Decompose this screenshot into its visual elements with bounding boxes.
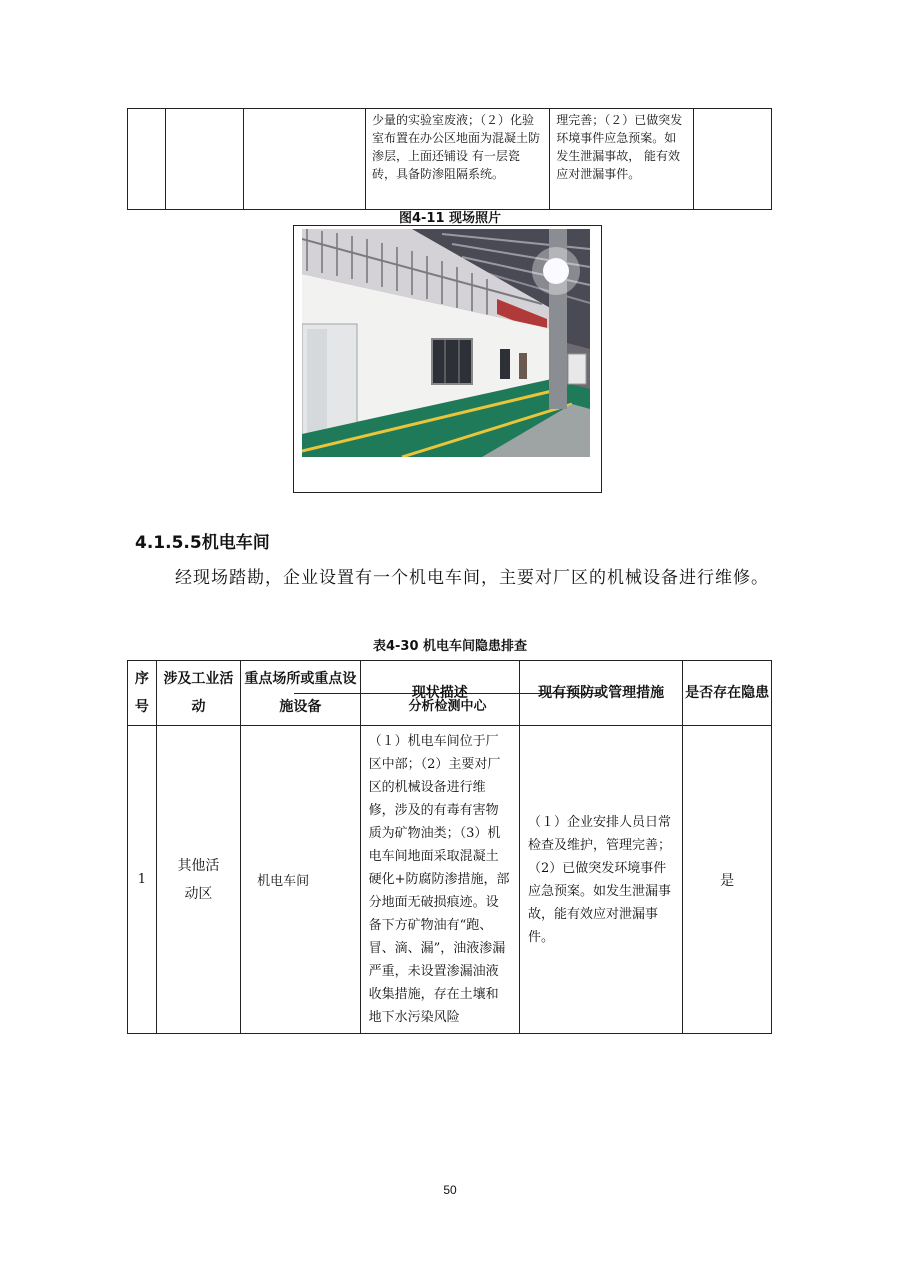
row-description: （１）机电车间位于厂区中部；（2）主要对厂区的机械设备进行维修，涉及的有毒有害物质为矿物油类；（3）机电车间地面采取混凝土硬化+防腐防渗措施，部分地面无破损痕迹。设备下方矿物油有“跑、冒、滴、漏”，油液渗漏严重，未设置渗漏油液收集措施，存在土壤和地下水污染风险 [360,726,519,1034]
section-heading: 4.1.5.5机电车间 [135,533,270,553]
header-no: 序号 [128,661,157,726]
page-number: 50 [443,1183,457,1197]
row-facility: 机电车间 [241,726,361,1034]
header-facility: 重点场所或重点设施设备 [241,661,361,726]
photo-caption: 分析检测中心 [408,699,487,714]
hazard-table [127,660,772,1034]
row-no: 1 [128,726,157,1034]
body-paragraph: 经现场踏勘，企业设置有一个机电车间，主要对厂区的机械设备进行维修。 [175,568,769,588]
figure-caption: 图4-11 现场照片 [398,211,502,226]
table-caption: 表4-30 机电车间隐患排查 [372,639,528,654]
header-activity: 涉及工业活动 [156,661,240,726]
site-photo [302,229,590,457]
row-hazard: 是 [683,726,772,1034]
continuation-table [127,108,772,210]
row-measures: （１）企业安排人员日常检查及维护，管理完善；（2）已做突发环境事件应急预案。如发生泄漏事故，能有效应对泄漏事件。 [520,726,683,1034]
table-header-row [128,661,772,726]
description-cell: 少量的实验室废液；（２）化验室布置在办公区地面为混凝土防渗层，上面还铺设 有一层瓷砖，具备防渗阻隔系统。 [366,109,550,210]
header-description: 现状描述 [360,661,519,726]
cell-empty [165,109,243,210]
row-activity: 其他活动区 [156,726,240,1034]
header-hazard: 是否存在隐患 [683,661,772,726]
cell-empty [693,109,771,210]
header-measures: 现有预防或管理措施 [520,661,683,726]
measures-cell: 理完善；（２）已做突发环境事件应急预案。如发生泄漏事故， 能有效应对泄漏事件。 [550,109,693,210]
cell-empty [243,109,365,210]
table-row [128,726,772,1034]
cell-empty [128,109,166,210]
